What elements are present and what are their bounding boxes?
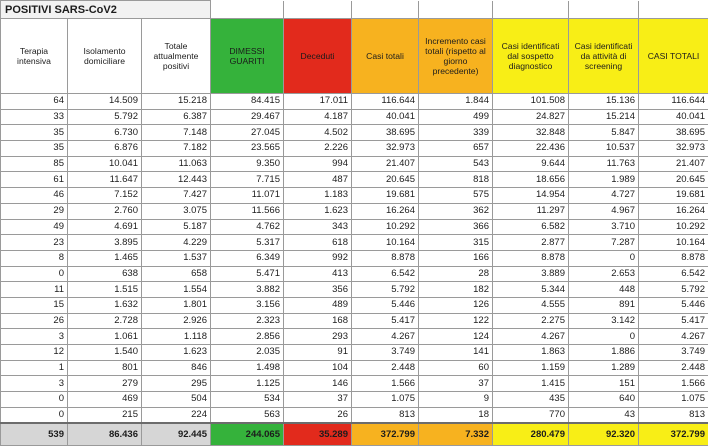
table-cell: 992 xyxy=(284,250,352,266)
table-cell: 11.063 xyxy=(142,156,211,172)
table-cell: 168 xyxy=(284,313,352,329)
table-cell: 2.323 xyxy=(211,313,284,329)
table-cell: 4.502 xyxy=(284,125,352,141)
table-cell: 8 xyxy=(1,250,68,266)
table-cell: 1.289 xyxy=(569,360,639,376)
table-cell: 8.878 xyxy=(352,250,419,266)
table-cell: 32.848 xyxy=(493,125,569,141)
table-cell: 640 xyxy=(569,392,639,408)
table-cell: 4.267 xyxy=(639,329,708,345)
table-cell: 1.075 xyxy=(352,392,419,408)
total-cell: 280.479 xyxy=(493,423,569,446)
table-cell: 11.763 xyxy=(569,156,639,172)
table-cell: 4.267 xyxy=(493,329,569,345)
header-deceduti: Deceduti xyxy=(284,19,352,94)
table-cell: 85 xyxy=(1,156,68,172)
table-cell: 0 xyxy=(1,392,68,408)
table-cell: 61 xyxy=(1,172,68,188)
table-cell: 15.218 xyxy=(142,94,211,110)
table-cell: 23.565 xyxy=(211,141,284,157)
table-cell: 6.730 xyxy=(68,125,142,141)
table-cell: 293 xyxy=(284,329,352,345)
table-cell: 7.148 xyxy=(142,125,211,141)
table-cell: 6.542 xyxy=(639,266,708,282)
table-row xyxy=(1,109,708,125)
table-cell: 12 xyxy=(1,345,68,361)
table-cell: 1.566 xyxy=(352,376,419,392)
table-cell: 994 xyxy=(284,156,352,172)
table-cell: 12.443 xyxy=(142,172,211,188)
table-cell: 10.164 xyxy=(352,235,419,251)
table-cell: 1.886 xyxy=(569,345,639,361)
table-cell: 1.554 xyxy=(142,282,211,298)
table-cell: 8.878 xyxy=(639,250,708,266)
total-cell: 372.799 xyxy=(639,423,708,446)
table-cell: 487 xyxy=(284,172,352,188)
table-cell: 1.498 xyxy=(211,360,284,376)
table-cell: 4.762 xyxy=(211,219,284,235)
table-cell: 575 xyxy=(419,188,493,204)
table-cell: 657 xyxy=(419,141,493,157)
table-cell: 46 xyxy=(1,188,68,204)
table-cell: 7.427 xyxy=(142,188,211,204)
table-cell: 5.187 xyxy=(142,219,211,235)
table-cell: 104 xyxy=(284,360,352,376)
table-cell: 35 xyxy=(1,141,68,157)
table-cell: 7.287 xyxy=(569,235,639,251)
header-casi-totali-2: CASI TOTALI xyxy=(639,19,708,94)
table-cell: 534 xyxy=(211,392,284,408)
table-cell: 2.035 xyxy=(211,345,284,361)
table-cell: 638 xyxy=(68,266,142,282)
table-row xyxy=(1,219,708,235)
table-cell: 4.727 xyxy=(569,188,639,204)
table-cell: 1.863 xyxy=(493,345,569,361)
table-cell: 5.344 xyxy=(493,282,569,298)
table-cell: 5.792 xyxy=(68,109,142,125)
table-cell: 1.515 xyxy=(68,282,142,298)
table-cell: 6.876 xyxy=(68,141,142,157)
table-cell: 1.125 xyxy=(211,376,284,392)
total-cell: 244.065 xyxy=(211,423,284,446)
table-cell: 38.695 xyxy=(352,125,419,141)
table-cell: 1.844 xyxy=(419,94,493,110)
table-cell: 7.715 xyxy=(211,172,284,188)
total-cell: 92.320 xyxy=(569,423,639,446)
table-cell: 3.156 xyxy=(211,297,284,313)
total-cell: 7.332 xyxy=(419,423,493,446)
table-cell: 16.264 xyxy=(639,203,708,219)
table-cell: 315 xyxy=(419,235,493,251)
table-cell: 3 xyxy=(1,376,68,392)
table-cell: 2.448 xyxy=(639,360,708,376)
table-cell: 1.183 xyxy=(284,188,352,204)
header-isolamento-domiciliare: Isolamento domiciliare xyxy=(68,19,142,94)
table-cell: 27.045 xyxy=(211,125,284,141)
table-row xyxy=(1,235,708,251)
table-cell: 19.681 xyxy=(352,188,419,204)
table-cell: 543 xyxy=(419,156,493,172)
table-cell: 1 xyxy=(1,360,68,376)
table-cell: 18 xyxy=(419,407,493,423)
table-cell: 24.827 xyxy=(493,109,569,125)
table-cell: 3.889 xyxy=(493,266,569,282)
table-cell: 21.407 xyxy=(352,156,419,172)
table-cell: 182 xyxy=(419,282,493,298)
table-cell: 5.317 xyxy=(211,235,284,251)
table-cell: 618 xyxy=(284,235,352,251)
table-cell: 469 xyxy=(68,392,142,408)
table-cell: 10.164 xyxy=(639,235,708,251)
table-cell: 2.760 xyxy=(68,203,142,219)
table-cell: 295 xyxy=(142,376,211,392)
table-cell: 6.582 xyxy=(493,219,569,235)
table-row xyxy=(1,407,708,423)
table-cell: 49 xyxy=(1,219,68,235)
table-cell: 2.448 xyxy=(352,360,419,376)
table-cell: 5.792 xyxy=(352,282,419,298)
table-cell: 1.623 xyxy=(142,345,211,361)
table-cell: 1.801 xyxy=(142,297,211,313)
table-cell: 40.041 xyxy=(352,109,419,125)
table-cell: 813 xyxy=(639,407,708,423)
table-title: POSITIVI SARS-CoV2 xyxy=(1,1,211,19)
header-terapia-intensiva: Terapia intensiva xyxy=(1,19,68,94)
table-cell: 4.187 xyxy=(284,109,352,125)
table-cell: 60 xyxy=(419,360,493,376)
table-cell: 15.136 xyxy=(569,94,639,110)
table-cell: 818 xyxy=(419,172,493,188)
table-cell: 2.877 xyxy=(493,235,569,251)
table-cell: 141 xyxy=(419,345,493,361)
table-cell: 26 xyxy=(284,407,352,423)
table-cell: 116.644 xyxy=(639,94,708,110)
table-cell: 91 xyxy=(284,345,352,361)
table-cell: 4.555 xyxy=(493,297,569,313)
table-cell: 116.644 xyxy=(352,94,419,110)
table-body xyxy=(1,94,708,446)
table-cell: 2.856 xyxy=(211,329,284,345)
table-cell: 43 xyxy=(569,407,639,423)
table-cell: 658 xyxy=(142,266,211,282)
table-cell: 7.152 xyxy=(68,188,142,204)
header-incremento-casi: Incremento casi totali (rispetto al giorno precedente) xyxy=(419,19,493,94)
table-cell: 3.710 xyxy=(569,219,639,235)
table-cell: 891 xyxy=(569,297,639,313)
table-cell: 122 xyxy=(419,313,493,329)
table-cell: 5.792 xyxy=(639,282,708,298)
table-cell: 10.537 xyxy=(569,141,639,157)
table-cell: 6.387 xyxy=(142,109,211,125)
table-cell: 64 xyxy=(1,94,68,110)
table-cell: 151 xyxy=(569,376,639,392)
table-cell: 11.297 xyxy=(493,203,569,219)
table-cell: 10.292 xyxy=(639,219,708,235)
table-row xyxy=(1,203,708,219)
table-cell: 18.656 xyxy=(493,172,569,188)
table-row xyxy=(1,188,708,204)
table-cell: 3 xyxy=(1,329,68,345)
table-row xyxy=(1,250,708,266)
table-cell: 343 xyxy=(284,219,352,235)
table-cell: 20.645 xyxy=(639,172,708,188)
header-casi-sospetto-diagnostico: Casi identificati dal sospetto diagnostico xyxy=(493,19,569,94)
table-cell: 10.292 xyxy=(352,219,419,235)
table-cell: 146 xyxy=(284,376,352,392)
total-cell: 86.436 xyxy=(68,423,142,446)
table-cell: 101.508 xyxy=(493,94,569,110)
table-cell: 11 xyxy=(1,282,68,298)
table-row xyxy=(1,313,708,329)
table-cell: 1.632 xyxy=(68,297,142,313)
table-cell: 2.226 xyxy=(284,141,352,157)
table-cell: 7.182 xyxy=(142,141,211,157)
total-cell: 35.289 xyxy=(284,423,352,446)
table-cell: 3.075 xyxy=(142,203,211,219)
table-cell: 19.681 xyxy=(639,188,708,204)
table-row xyxy=(1,392,708,408)
table-row xyxy=(1,266,708,282)
table-cell: 126 xyxy=(419,297,493,313)
table-cell: 1.159 xyxy=(493,360,569,376)
table-cell: 1.061 xyxy=(68,329,142,345)
total-cell: 539 xyxy=(1,423,68,446)
table-cell: 4.267 xyxy=(352,329,419,345)
table-cell: 215 xyxy=(68,407,142,423)
table-cell: 124 xyxy=(419,329,493,345)
table-cell: 1.540 xyxy=(68,345,142,361)
table-cell: 20.645 xyxy=(352,172,419,188)
table-cell: 37 xyxy=(419,376,493,392)
table-cell: 1.075 xyxy=(639,392,708,408)
table-cell: 279 xyxy=(68,376,142,392)
table-cell: 4.229 xyxy=(142,235,211,251)
table-cell: 9.644 xyxy=(493,156,569,172)
table-cell: 10.041 xyxy=(68,156,142,172)
table-cell: 11.647 xyxy=(68,172,142,188)
table-cell: 15 xyxy=(1,297,68,313)
table-cell: 366 xyxy=(419,219,493,235)
table-cell: 29.467 xyxy=(211,109,284,125)
table-cell: 770 xyxy=(493,407,569,423)
table-cell: 499 xyxy=(419,109,493,125)
table-cell: 33 xyxy=(1,109,68,125)
table-row xyxy=(1,94,708,110)
table-cell: 0 xyxy=(569,250,639,266)
table-cell: 5.446 xyxy=(639,297,708,313)
table-cell: 21.407 xyxy=(639,156,708,172)
table-cell: 16.264 xyxy=(352,203,419,219)
table-cell: 1.415 xyxy=(493,376,569,392)
table-cell: 3.882 xyxy=(211,282,284,298)
table-cell: 11.071 xyxy=(211,188,284,204)
table-cell: 0 xyxy=(1,407,68,423)
table-cell: 2.926 xyxy=(142,313,211,329)
table-cell: 40.041 xyxy=(639,109,708,125)
table-cell: 3.749 xyxy=(352,345,419,361)
table-cell: 1.537 xyxy=(142,250,211,266)
table-cell: 15.214 xyxy=(569,109,639,125)
table-cell: 339 xyxy=(419,125,493,141)
table-cell: 6.542 xyxy=(352,266,419,282)
table-cell: 5.446 xyxy=(352,297,419,313)
table-cell: 5.471 xyxy=(211,266,284,282)
table-cell: 0 xyxy=(1,266,68,282)
table-cell: 413 xyxy=(284,266,352,282)
total-cell: 92.445 xyxy=(142,423,211,446)
table-cell: 6.349 xyxy=(211,250,284,266)
table-row xyxy=(1,376,708,392)
totals-row xyxy=(1,423,708,446)
table-cell: 23 xyxy=(1,235,68,251)
table-cell: 1.465 xyxy=(68,250,142,266)
table-cell: 9 xyxy=(419,392,493,408)
table-cell: 5.417 xyxy=(639,313,708,329)
table-row xyxy=(1,345,708,361)
table-cell: 1.566 xyxy=(639,376,708,392)
table-cell: 4.967 xyxy=(569,203,639,219)
table-cell: 435 xyxy=(493,392,569,408)
table-cell: 1.989 xyxy=(569,172,639,188)
title-row xyxy=(1,1,708,19)
header-casi-screening: Casi identificati da attività di screening xyxy=(569,19,639,94)
table-cell: 1.118 xyxy=(142,329,211,345)
table-cell: 4.691 xyxy=(68,219,142,235)
table-cell: 38.695 xyxy=(639,125,708,141)
table-cell: 3.142 xyxy=(569,313,639,329)
table-cell: 84.415 xyxy=(211,94,284,110)
table-row xyxy=(1,156,708,172)
table-cell: 489 xyxy=(284,297,352,313)
table-cell: 14.509 xyxy=(68,94,142,110)
table-cell: 362 xyxy=(419,203,493,219)
table-cell: 5.417 xyxy=(352,313,419,329)
total-cell: 372.799 xyxy=(352,423,419,446)
table-row xyxy=(1,141,708,157)
table-cell: 3.895 xyxy=(68,235,142,251)
table-cell: 224 xyxy=(142,407,211,423)
table-cell: 504 xyxy=(142,392,211,408)
table-cell: 11.566 xyxy=(211,203,284,219)
header-row xyxy=(1,19,708,94)
table-cell: 9.350 xyxy=(211,156,284,172)
table-cell: 5.847 xyxy=(569,125,639,141)
table-row xyxy=(1,297,708,313)
table-row xyxy=(1,125,708,141)
table-row xyxy=(1,329,708,345)
table-cell: 14.954 xyxy=(493,188,569,204)
table-cell: 32.973 xyxy=(352,141,419,157)
table-cell: 2.728 xyxy=(68,313,142,329)
table-cell: 8.878 xyxy=(493,250,569,266)
table-cell: 28 xyxy=(419,266,493,282)
table-cell: 166 xyxy=(419,250,493,266)
table-cell: 1.623 xyxy=(284,203,352,219)
table-row xyxy=(1,172,708,188)
table-cell: 3.749 xyxy=(639,345,708,361)
table-row xyxy=(1,360,708,376)
table-cell: 356 xyxy=(284,282,352,298)
table-row xyxy=(1,282,708,298)
header-dimessi-guariti: DIMESSI GUARITI xyxy=(211,19,284,94)
table-cell: 17.011 xyxy=(284,94,352,110)
table-cell: 37 xyxy=(284,392,352,408)
table-cell: 846 xyxy=(142,360,211,376)
table-cell: 26 xyxy=(1,313,68,329)
table-cell: 0 xyxy=(569,329,639,345)
table-cell: 29 xyxy=(1,203,68,219)
table-cell: 35 xyxy=(1,125,68,141)
table-cell: 801 xyxy=(68,360,142,376)
table-cell: 2.275 xyxy=(493,313,569,329)
table-cell: 22.436 xyxy=(493,141,569,157)
table-cell: 32.973 xyxy=(639,141,708,157)
table-cell: 563 xyxy=(211,407,284,423)
table-cell: 813 xyxy=(352,407,419,423)
table-cell: 448 xyxy=(569,282,639,298)
table-cell: 2.653 xyxy=(569,266,639,282)
header-casi-totali: Casi totali xyxy=(352,19,419,94)
header-totale-positivi: Totale attualmente positivi xyxy=(142,19,211,94)
